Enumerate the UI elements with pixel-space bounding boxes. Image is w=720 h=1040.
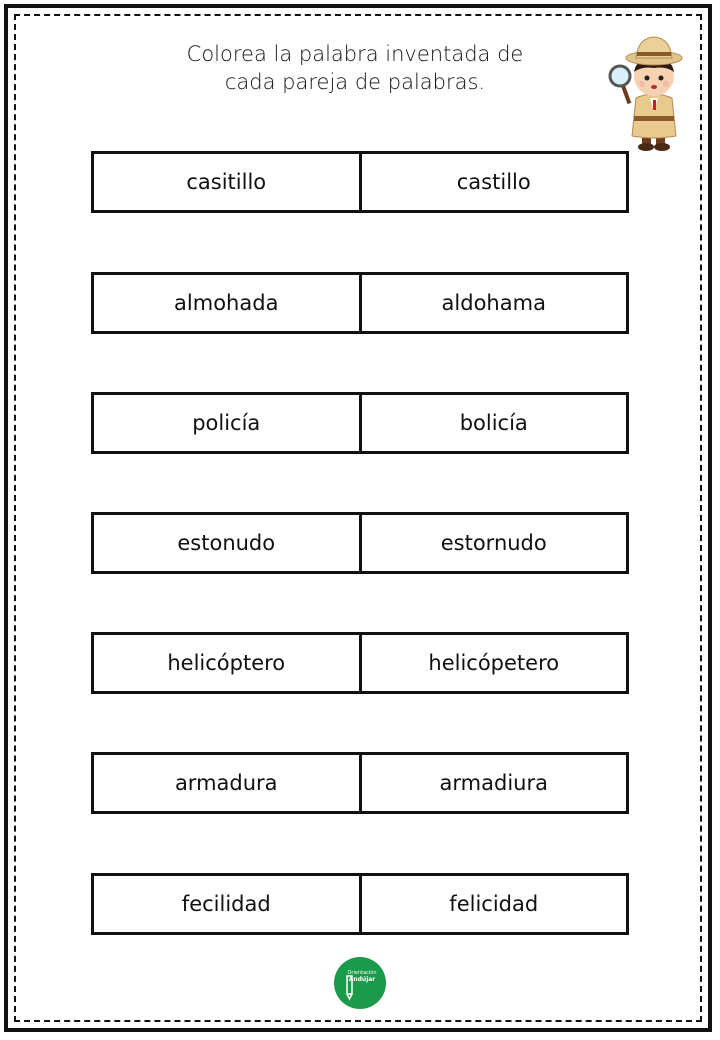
title-line-1: Colorea la palabra inventada de <box>186 42 524 66</box>
word-pair-5 <box>91 632 629 694</box>
word-pair-5-right[interactable]: helicópetero <box>359 635 627 691</box>
word-pair-7-left[interactable]: fecilidad <box>181 892 271 916</box>
word-pair-3 <box>91 392 629 454</box>
logo-text-line-2: Andújar <box>348 976 376 983</box>
word-pair-5-left[interactable]: helicóptero <box>167 651 286 675</box>
word-pair-3-right[interactable]: bolicía <box>359 395 627 451</box>
word-pair-7 <box>91 873 629 935</box>
word-pair-6-right[interactable]: armadiura <box>359 755 627 811</box>
title-line-2: cada pareja de palabras. <box>224 70 486 94</box>
word-pair-6-left[interactable]: armadura <box>174 771 278 795</box>
detective-boy-icon <box>606 28 696 153</box>
word-pair-2-right[interactable]: aldohama <box>359 275 627 331</box>
word-pair-1-left[interactable]: casitillo <box>186 170 267 194</box>
word-pair-4-left[interactable]: estonudo <box>177 531 276 555</box>
word-pair-6 <box>91 752 629 814</box>
word-pair-4 <box>91 512 629 574</box>
word-pair-4-right[interactable]: estornudo <box>359 515 627 571</box>
brand-logo <box>333 956 387 1010</box>
logo-circle <box>334 957 386 1009</box>
word-pair-2 <box>91 272 629 334</box>
word-pair-1-right[interactable]: castillo <box>359 154 627 210</box>
word-pair-2-left[interactable]: almohada <box>174 291 279 315</box>
word-pair-1 <box>91 151 629 213</box>
instructions-title <box>150 40 560 96</box>
word-pair-7-right[interactable]: felicidad <box>359 876 627 932</box>
word-pair-3-left[interactable]: policía <box>192 411 261 435</box>
logo-text-line-1: Orientación <box>347 970 377 976</box>
